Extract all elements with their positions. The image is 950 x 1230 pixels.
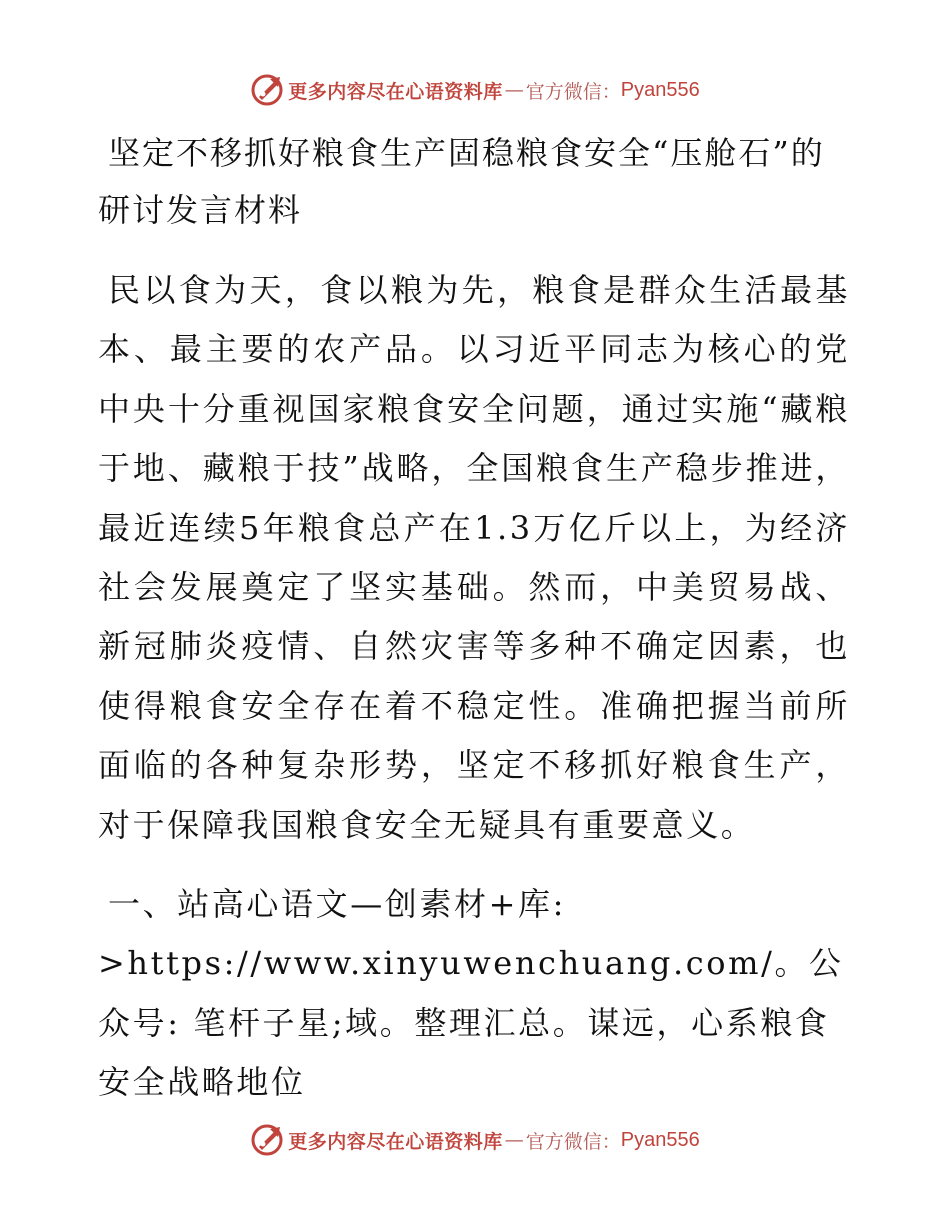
- section-heading-1: 一、站高心语文—创素材+库: >https://www.xinyuwenchuang.com/。公众号: 笔杆子星;域。整理汇总。谋远，心系粮食安全战略地位: [98, 885, 844, 1102]
- quill-logo-icon: [250, 1123, 284, 1157]
- banner-text: 更多内容尽在心语资料库: [288, 80, 503, 103]
- header-banner: [0, 70, 950, 110]
- banner-official-label: 官方微信：: [525, 1130, 621, 1153]
- document-title: 坚定不移抓好粮食生产固稳粮食安全“压舱石”的研讨发言材料: [98, 134, 825, 229]
- banner-dash: —: [504, 79, 524, 101]
- banner-wechat-id: Pyan556: [620, 78, 700, 101]
- banner-wechat-id: Pyan556: [620, 1128, 700, 1151]
- footer-banner: [0, 1120, 950, 1160]
- quill-logo-icon: [250, 73, 284, 107]
- banner-official-label: 官方微信：: [525, 80, 621, 103]
- banner-text: 更多内容尽在心语资料库: [288, 1130, 503, 1153]
- paragraph-intro: 民以食为天，食以粮为先，粮食是群众生活最基本、最主要的农产品。以习近平同志为核心的党中央十分重视国家粮食安全问题，通过实施“藏粮于地、藏粮于技”战略，全国粮食生产稳步推进，最近连续5年粮食总产在1.3万亿斤以上，为经济社会发展奠定了坚实基础。然而，中美贸易战、新冠肺炎疫情、自然灾害等多种不确定因素，也使得粮食安全存在着不稳定性。准确把握当前所面临的各种复杂形势，坚定不移抓好粮食生产，对于保障我国粮食安全无疑具有重要意义。: [98, 271, 850, 844]
- document-body: [98, 125, 850, 1113]
- banner-dash: —: [504, 1129, 524, 1151]
